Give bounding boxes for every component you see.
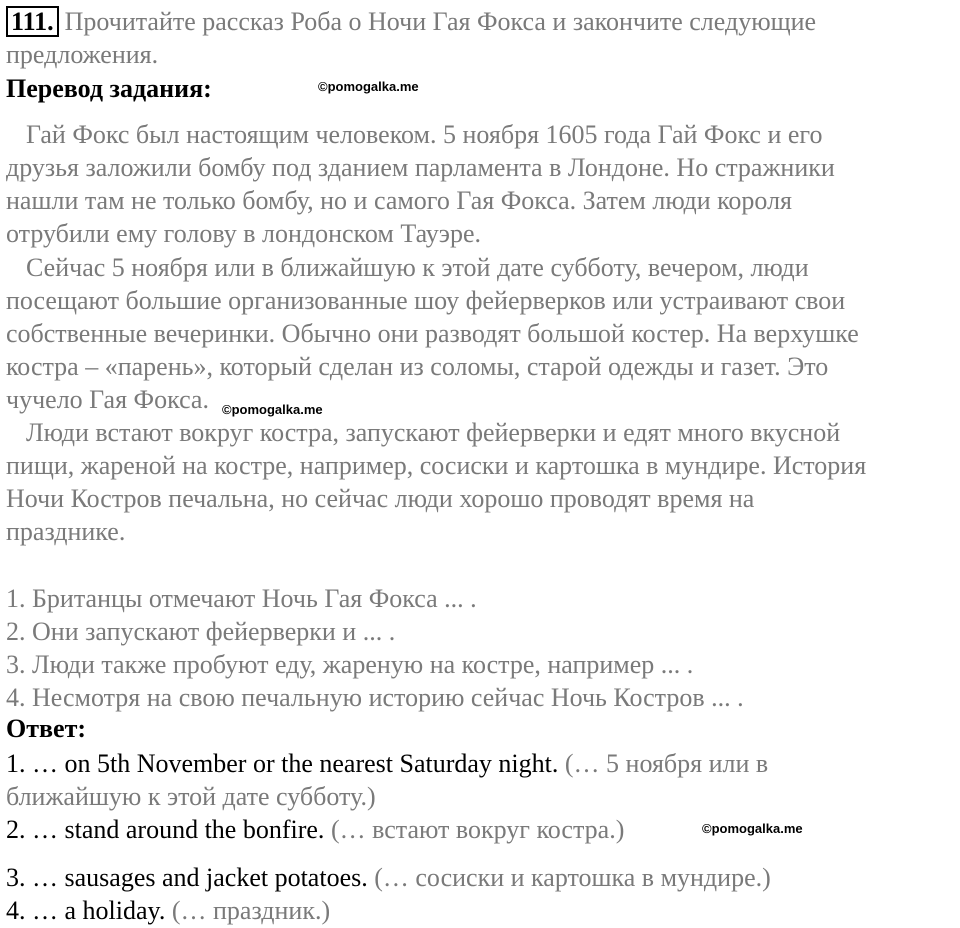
question-item: 3. Люди также пробуют еду, жареную на костре, например ... . bbox=[6, 650, 694, 679]
answer-heading: Ответ: bbox=[6, 714, 87, 743]
story-line: Люди встают вокруг костра, запускают фейерверки и едят много вкусной bbox=[26, 418, 841, 447]
watermark-1: ©pomogalka.me bbox=[318, 79, 419, 94]
answer-russian: (… 5 ноября или в bbox=[558, 749, 769, 778]
answer-item bbox=[6, 817, 624, 843]
task-header bbox=[6, 6, 816, 37]
watermark-2: ©pomogalka.me bbox=[222, 402, 323, 417]
answer-english: 3. … sausages and jacket potatoes. bbox=[6, 863, 368, 892]
answer-item bbox=[6, 898, 330, 924]
question-item: 1. Британцы отмечают Ночь Гая Фокса ... . bbox=[6, 584, 477, 613]
story-line: Гай Фокс был настоящим человеком. 5 ноября 1605 года Гай Фокс и его bbox=[26, 120, 823, 149]
story-line: Сейчас 5 ноября или в ближайшую к этой дате субботу, вечером, люди bbox=[26, 253, 809, 282]
answer-russian-continued: ближайшую к этой дате субботу.) bbox=[6, 782, 376, 811]
task-text-line-1: Прочитайте рассказ Роба о Ночи Гая Фокса и закончите следующие bbox=[64, 7, 817, 36]
task-number: 111. bbox=[6, 6, 59, 37]
question-item: 4. Несмотря на свою печальную историю сейчас Ночь Костров ... . bbox=[6, 683, 744, 712]
story-line: друзья заложили бомбу под зданием парламента в Лондоне. Но стражники bbox=[6, 153, 835, 182]
story-line: нашли там не только бомбу, но и самого Гая Фокса. Затем люди короля bbox=[6, 186, 793, 215]
answer-item bbox=[6, 751, 768, 777]
answer-item bbox=[6, 865, 771, 891]
story-line: посещают большие организованные шоу фейерверков или устраивают свои bbox=[6, 286, 846, 315]
story-line: чучело Гая Фокса. bbox=[6, 385, 209, 414]
answer-russian: (… сосиски и картошка в мундире.) bbox=[367, 863, 771, 892]
story-line: собственные вечеринки. Обычно они разводят большой костер. На верхушке bbox=[6, 319, 859, 348]
watermark-3: ©pomogalka.me bbox=[702, 821, 803, 836]
translation-heading: Перевод задания: bbox=[6, 74, 212, 103]
question-item: 2. Они запускают фейерверки и ... . bbox=[6, 617, 396, 646]
answer-russian: (… встают вокруг костра.) bbox=[324, 815, 625, 844]
story-line: празднике. bbox=[6, 517, 126, 546]
task-text-line-2: предложения. bbox=[6, 40, 159, 69]
story-line: костра – «парень», который сделан из соломы, старой одежды и газет. Это bbox=[6, 352, 829, 381]
answer-russian: (… праздник.) bbox=[165, 896, 331, 925]
story-line: Ночи Костров печальна, но сейчас люди хорошо проводят время на bbox=[6, 484, 755, 513]
story-line: пищи, жареной на костре, например, сосиски и картошка в мундире. История bbox=[6, 451, 867, 480]
answer-english: 4. … a holiday. bbox=[6, 896, 166, 925]
answer-english: 2. … stand around the bonfire. bbox=[6, 815, 325, 844]
story-line: отрубили ему голову в лондонском Тауэре. bbox=[6, 219, 481, 248]
answer-english: 1. … on 5th November or the nearest Saturday night. bbox=[6, 749, 559, 778]
